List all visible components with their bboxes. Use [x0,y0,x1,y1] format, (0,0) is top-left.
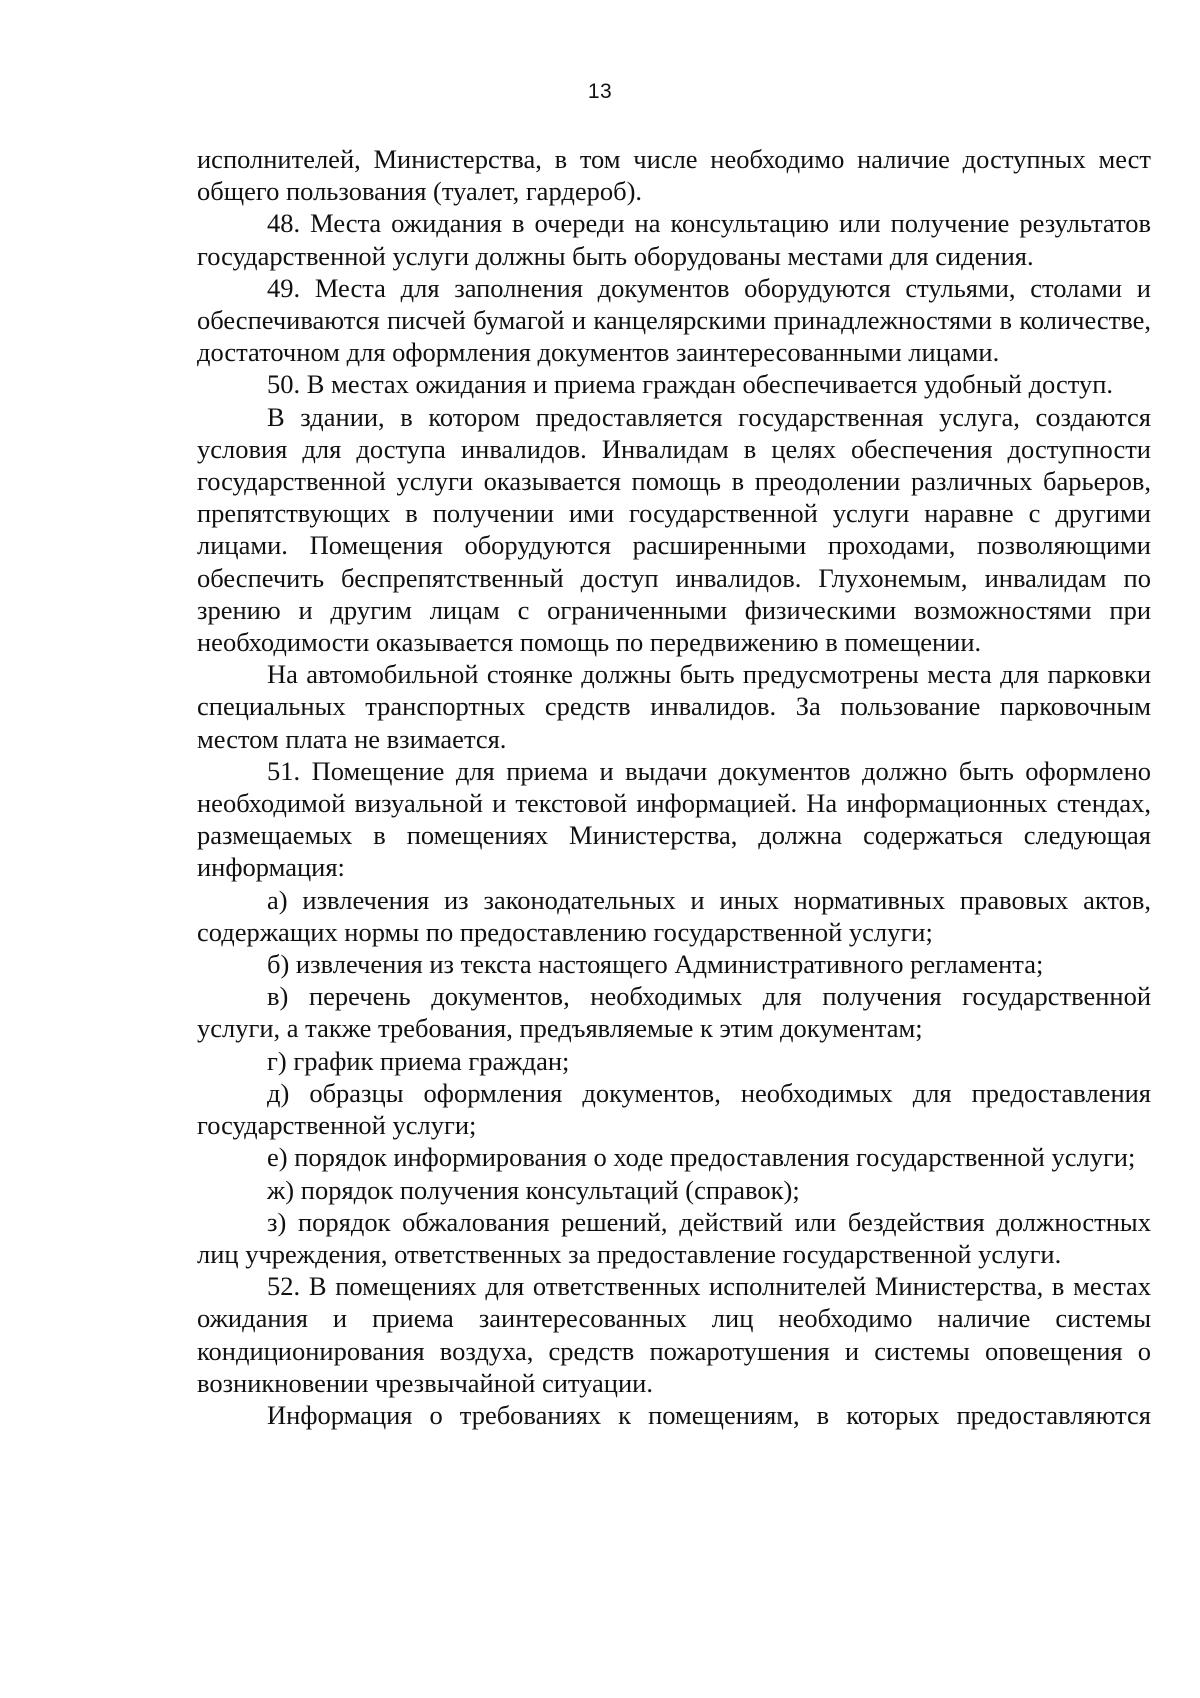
document-body [197,143,1151,1431]
list-item-v: в) перечень документов, необходимых для получения государственной услуги, а также требования, предъявляемые к этим документам; [197,981,1151,1044]
list-item-g: г) график приема граждан; [267,1045,570,1076]
list-item-zh: ж) порядок получения консультаций (справок); [267,1174,800,1205]
page-number: 13 [587,80,613,103]
paragraph-continuation: исполнителей, Министерства, в том числе необходимо наличие доступных мест общего пользования (туалет, гардероб). [197,144,1151,207]
list-item-b: б) извлечения из текста настоящего Административного регламента; [267,949,1044,980]
paragraph-parking: На автомобильной стоянке должны быть предусмотрены места для парковки специальных транспортных средств инвалидов. За пользование парковочным местом плата не взимается. [197,659,1151,754]
list-item-z: з) порядок обжалования решений, действий или бездействия должностных лиц учреждения, ответственных за предоставление государственной услуги. [197,1206,1151,1269]
list-item-a: а) извлечения из законодательных и иных нормативных правовых актов, содержащих нормы по предоставлению государственной услуги; [197,884,1151,947]
paragraph-49: 49. Места для заполнения документов оборудуются стульями, столами и обеспечиваются писчей бумагой и канцелярскими принадлежностями в количестве, достаточном для оформления документов заинтересованными лицами. [197,272,1151,368]
list-item-e: е) порядок информирования о ходе предоставления государственной услуги; [267,1142,1136,1173]
paragraph-52: 52. В помещениях для ответственных исполнителей Министерства, в местах ожидания и приема заинтересованных лиц необходимо наличие системы кондиционирования воздуха, средств пожаротушения и системы оповещения о возникновении чрезвычайной ситуации. [197,1271,1151,1398]
list-item-d: д) образцы оформления документов, необходимых для предоставления государственной услуги; [197,1077,1151,1141]
paragraph-accessibility: В здании, в котором предоставляется государственная услуга, создаются условия для доступа инвалидов. Инвалидам в целях обеспечения доступности государственной услуги оказывается помощь в преодолении различных барьеров, препятствующих в получении ими государственной услуги наравне с другими лицами. Помещения оборудуются расширенными проходами, позволяющими обеспечить беспрепятственный доступ инвалидов. Глухонемым, инвалидам по зрению и другим лицам с ограниченными физическими возможностями при необходимости оказывается помощь по передвижению в помещении. [197,401,1151,658]
paragraph-51: 51. Помещение для приема и выдачи документов должно быть оформлено необходимой визуальной и текстовой информацией. На информационных стендах, размещаемых в помещениях Министерства, должна содержаться следующая информация: [197,755,1151,883]
paragraph-requirements-info: Информация о требованиях к помещениям, в которых предоставляются [267,1399,1151,1430]
paragraph-50: 50. В местах ожидания и приема граждан обеспечивается удобный доступ. [267,369,1114,400]
paragraph-48: 48. Места ожидания в очереди на консультацию или получение результатов государственной услуги должны быть оборудованы местами для сидения. [197,208,1151,271]
